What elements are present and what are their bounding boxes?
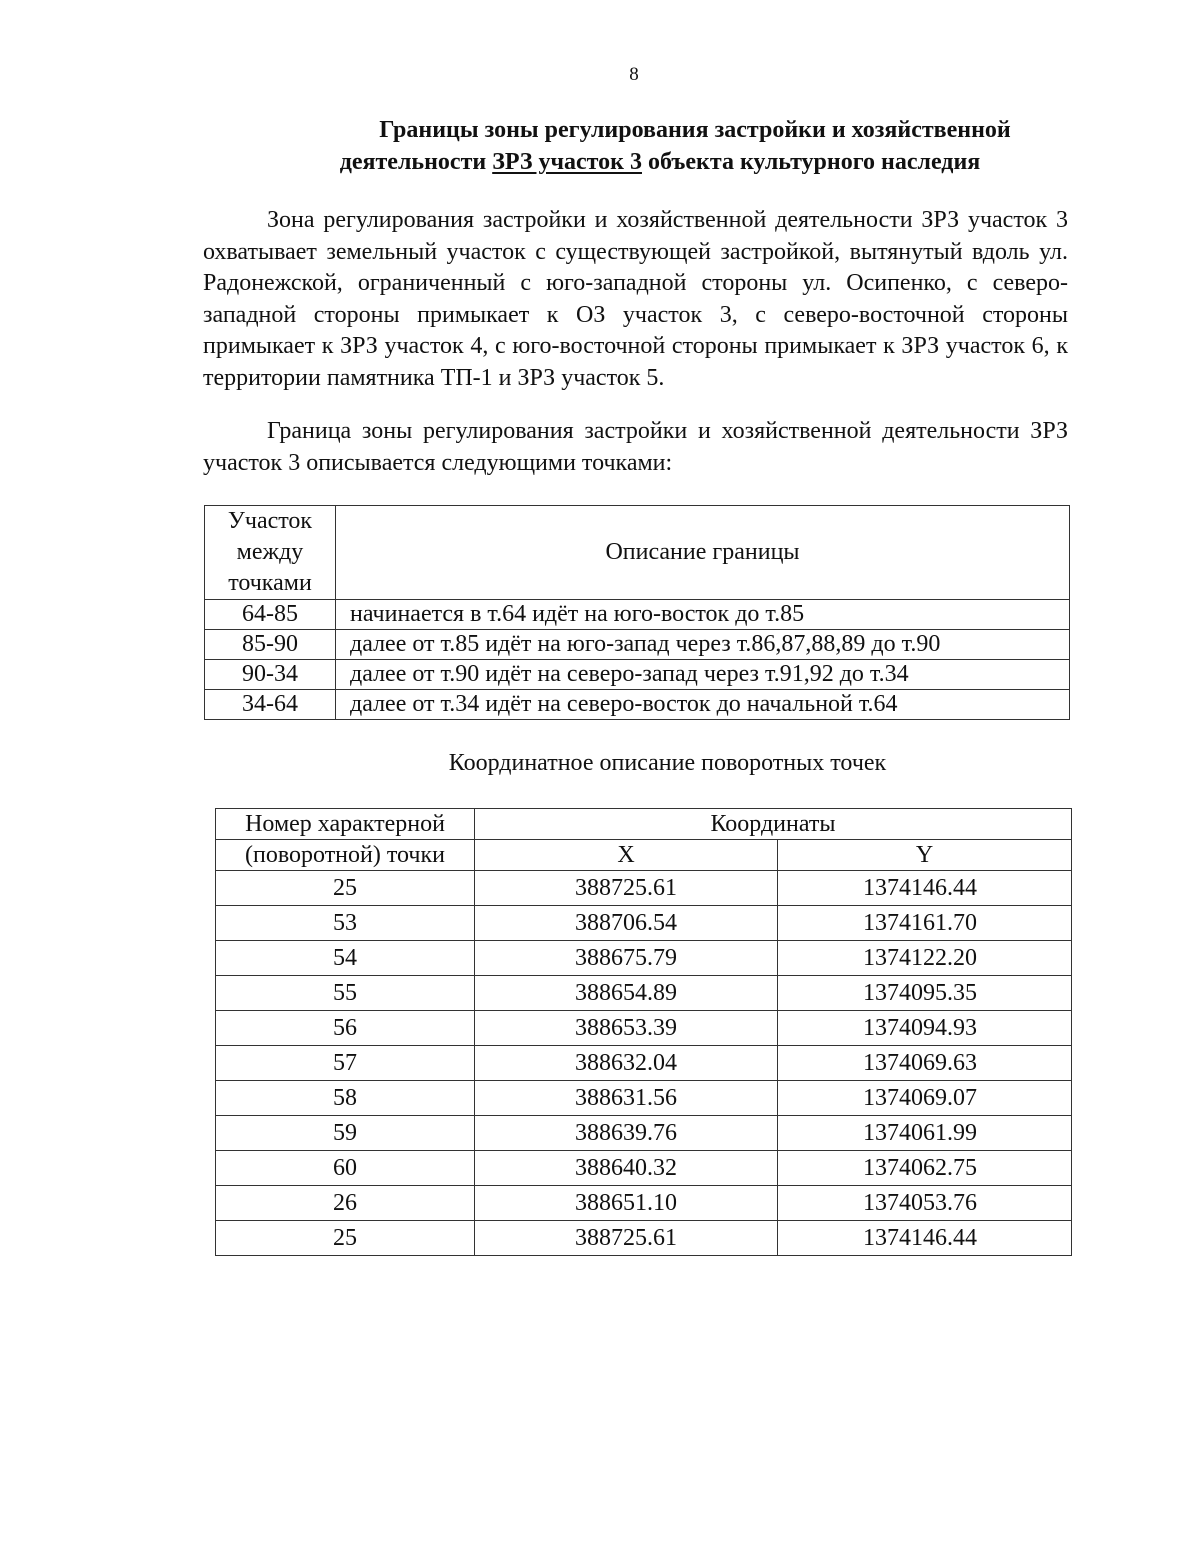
table-row [216, 1186, 1072, 1221]
point-cell: 56 [216, 1011, 475, 1046]
header-segment [205, 506, 336, 600]
point-cell: 57 [216, 1046, 475, 1081]
table-row [205, 660, 1070, 690]
table-row [205, 600, 1070, 630]
x-coordinate-cell: 388651.10 [475, 1186, 778, 1221]
segment-cell: 85-90 [205, 630, 336, 660]
header-point-line-2: (поворотной) точки [216, 840, 475, 871]
table-row [216, 976, 1072, 1011]
description-cell: далее от т.34 идёт на северо-восток до начальной т.64 [336, 690, 1070, 720]
table-row [216, 1116, 1072, 1151]
title-zone-name: ЗРЗ участок 3 [492, 149, 642, 175]
x-coordinate-cell: 388706.54 [475, 906, 778, 941]
header-x: X [475, 840, 778, 871]
point-cell: 60 [216, 1151, 475, 1186]
point-cell: 54 [216, 941, 475, 976]
table-row [205, 630, 1070, 660]
y-coordinate-cell: 1374069.07 [778, 1081, 1072, 1116]
table-row [216, 906, 1072, 941]
x-coordinate-cell: 388631.56 [475, 1081, 778, 1116]
page-number: 8 [629, 64, 639, 85]
title-line-2-suffix: объекта культурного наследия [641, 149, 981, 175]
header-segment-line-3: точками [228, 570, 312, 596]
point-cell: 59 [216, 1116, 475, 1151]
table-row [216, 1046, 1072, 1081]
coordinates-rows [216, 871, 1072, 1256]
header-description: Описание границы [336, 506, 1070, 600]
table-row [216, 1151, 1072, 1186]
table-row [216, 1221, 1072, 1256]
x-coordinate-cell: 388639.76 [475, 1116, 778, 1151]
table-row [205, 690, 1070, 720]
section-title [280, 114, 1040, 178]
y-coordinate-cell: 1374146.44 [778, 1221, 1072, 1256]
title-line-2-prefix: деятельности [339, 149, 493, 175]
boundary-table-header [205, 506, 1070, 600]
x-coordinate-cell: 388653.39 [475, 1011, 778, 1046]
coordinates-header-row-1 [216, 809, 1072, 840]
description-cell: далее от т.90 идёт на северо-запад через т.91,92 до т.34 [336, 660, 1070, 690]
title-line-1: Границы зоны регулирования застройки и хозяйственной [379, 117, 1011, 143]
x-coordinate-cell: 388675.79 [475, 941, 778, 976]
header-y: Y [778, 840, 1072, 871]
zone-description-paragraph: Зона регулирования застройки и хозяйственной деятельности ЗРЗ участок 3 охватывает земельный участок с существующей застройкой, вытянутый вдоль ул. Радонежской, ограниченный с юго-западной стороны ул. Осипенко, с северо-западной стороны примыкает к ОЗ участок 3, с северо-восточной стороны примыкает к ЗРЗ участок 4, с юго-восточной стороны примыкает к ЗРЗ участок 6, к территории памятника ТП-1 и ЗРЗ участок 5. [203, 207, 1068, 391]
x-coordinate-cell: 388725.61 [475, 1221, 778, 1256]
y-coordinate-cell: 1374053.76 [778, 1186, 1072, 1221]
coordinates-header-row-2 [216, 840, 1072, 871]
y-coordinate-cell: 1374122.20 [778, 941, 1072, 976]
point-cell: 25 [216, 1221, 475, 1256]
table-row [216, 1011, 1072, 1046]
header-segment-line-1: Участок [227, 508, 313, 534]
x-coordinate-cell: 388725.61 [475, 871, 778, 906]
y-coordinate-cell: 1374062.75 [778, 1151, 1072, 1186]
y-coordinate-cell: 1374094.93 [778, 1011, 1072, 1046]
x-coordinate-cell: 388632.04 [475, 1046, 778, 1081]
point-cell: 26 [216, 1186, 475, 1221]
y-coordinate-cell: 1374069.63 [778, 1046, 1072, 1081]
description-cell: далее от т.85 идёт на юго-запад через т.86,87,88,89 до т.90 [336, 630, 1070, 660]
x-coordinate-cell: 388654.89 [475, 976, 778, 1011]
segment-cell: 90-34 [205, 660, 336, 690]
point-cell: 25 [216, 871, 475, 906]
x-coordinate-cell: 388640.32 [475, 1151, 778, 1186]
coordinates-table [215, 808, 1072, 1256]
segment-cell: 64-85 [205, 600, 336, 630]
point-cell: 53 [216, 906, 475, 941]
header-point-line-1: Номер характерной [216, 809, 475, 840]
description-cell: начинается в т.64 идёт на юго-восток до т.85 [336, 600, 1070, 630]
title-line-2 [280, 146, 1040, 178]
point-cell: 55 [216, 976, 475, 1011]
y-coordinate-cell: 1374061.99 [778, 1116, 1072, 1151]
point-cell: 58 [216, 1081, 475, 1116]
y-coordinate-cell: 1374146.44 [778, 871, 1072, 906]
table-row [216, 1081, 1072, 1116]
y-coordinate-cell: 1374161.70 [778, 906, 1072, 941]
boundary-intro-paragraph: Граница зоны регулирования застройки и хозяйственной деятельности ЗРЗ участок 3 описывается следующими точками: [203, 418, 1068, 476]
boundary-description-table [204, 505, 1070, 720]
segment-cell: 34-64 [205, 690, 336, 720]
coordinates-subtitle: Координатное описание поворотных точек [448, 750, 887, 776]
table-row [216, 941, 1072, 976]
header-coordinates: Координаты [475, 809, 1072, 840]
table-row [216, 871, 1072, 906]
y-coordinate-cell: 1374095.35 [778, 976, 1072, 1011]
header-segment-line-2: между [236, 539, 304, 565]
